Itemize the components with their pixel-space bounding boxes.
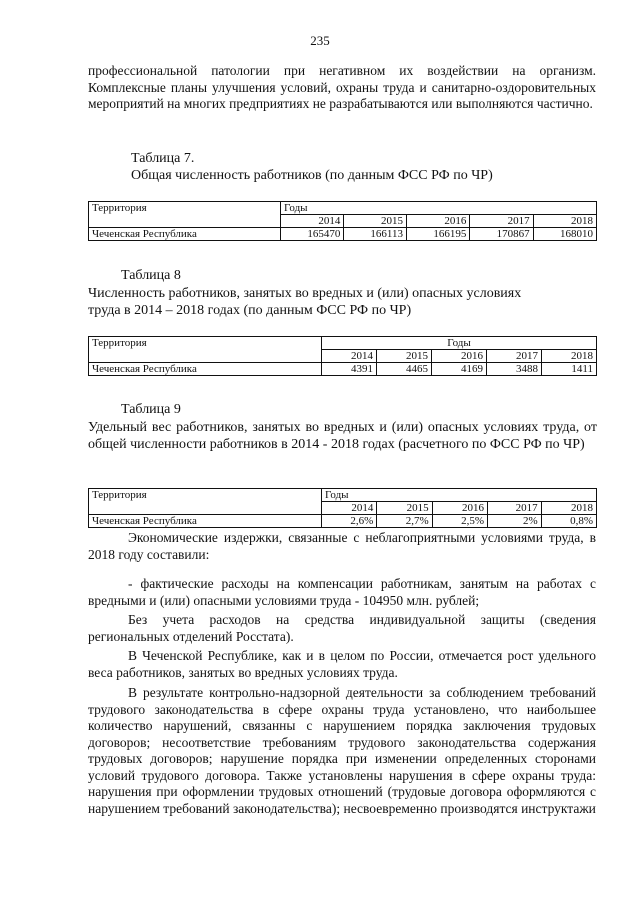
table8-title-line2: труда в 2014 – 2018 годах (по данным ФСС РФ по ЧР) (88, 303, 412, 318)
value-cell: 4391 (322, 363, 377, 376)
year-cell: 2015 (377, 502, 432, 515)
year-cell: 2014 (322, 350, 377, 363)
table-header-row (89, 337, 597, 350)
value-cell: 0,8% (541, 515, 596, 528)
table-row (89, 363, 597, 376)
year-cell: 2014 (281, 215, 344, 228)
intro-paragraph: профессиональной патологии при негативном их воздействии на организм. Комплексные планы улучшения условий, охраны труда и санитарно-оздоровительных мероприятий на многих предприятиях не разрабатываются или выполняются частично. (88, 63, 596, 111)
value-cell: 4465 (377, 363, 432, 376)
value-cell: 170867 (470, 228, 533, 241)
year-cell: 2018 (541, 502, 596, 515)
value-cell: 2% (487, 515, 541, 528)
value-cell: 166113 (344, 228, 407, 241)
actual-costs-paragraph: - фактические расходы на компенсации работникам, занятым на работах с вредными и (или) опасными условиями труда - 104950 млн. рублей; (88, 576, 596, 608)
territory-header: Территория (89, 202, 281, 228)
ppe-paragraph: Без учета расходов на средства индивидуальной защиты (сведения региональных отделений Росстата). (88, 612, 596, 644)
table-row (89, 228, 597, 241)
years-header: Годы (281, 202, 597, 215)
value-cell: 3488 (487, 363, 542, 376)
year-cell: 2015 (377, 350, 432, 363)
row-name-cell: Чеченская Республика (89, 228, 281, 241)
year-cell: 2016 (432, 502, 487, 515)
years-header: Годы (322, 337, 597, 350)
costs-paragraph: Экономические издержки, связанные с неблагоприятными условиями труда, в 2018 году составили: (88, 530, 596, 562)
year-cell: 2016 (432, 350, 487, 363)
value-cell: 1411 (542, 363, 597, 376)
table7-label: Таблица 7. (131, 151, 195, 166)
table8 (88, 336, 597, 376)
value-cell: 166195 (407, 228, 470, 241)
year-cell: 2017 (470, 215, 533, 228)
table7 (88, 201, 597, 241)
table9-title: Удельный вес работников, занятых во вредных и (или) опасных условиях труда, от общей численности работников в 2014 - 2018 годах (расчетного по ФСС РФ по ЧР) (88, 420, 597, 452)
growth-paragraph: В Чеченской Республике, как и в целом по России, отмечается рост удельного веса работников, занятых во вредных условиях труда. (88, 648, 596, 680)
value-cell: 2,5% (432, 515, 487, 528)
table7-title: Общая численность работников (по данным ФСС РФ по ЧР) (131, 168, 493, 183)
value-cell: 2,7% (377, 515, 432, 528)
control-paragraph: В результате контрольно-надзорной деятельности за соблюдением требований трудового законодательства в сфере охраны труда установлено, что наибольшее количество нарушений, связанны с нарушением порядка заключения трудовых договоров; несоответствие требованиям трудового законодательства содержания трудовых договоров; нарушение порядка при изменении определенных сторонами условий трудового договора. Также установлены нарушения в сфере охраны труда: нарушения при оформлении трудовых отношений (трудовые договора оформляются с нарушением требований законодательства); несвоевременно производятся инструктажи (88, 685, 596, 816)
value-cell: 4169 (432, 363, 487, 376)
table9-label: Таблица 9 (121, 402, 181, 417)
row-name-cell: Чеченская Республика (89, 363, 322, 376)
page-number: 235 (310, 33, 330, 48)
year-cell: 2017 (487, 502, 541, 515)
table8-label: Таблица 8 (121, 268, 181, 283)
year-cell: 2014 (322, 502, 377, 515)
value-cell: 165470 (281, 228, 344, 241)
year-cell: 2018 (542, 350, 597, 363)
value-cell: 168010 (533, 228, 596, 241)
table-header-row (89, 489, 597, 502)
table-header-row (89, 202, 597, 215)
year-cell: 2018 (533, 215, 596, 228)
table-row (89, 515, 597, 528)
year-cell: 2015 (344, 215, 407, 228)
table8-title-line1: Численность работников, занятых во вредных и (или) опасных условиях (88, 286, 522, 301)
year-cell: 2017 (487, 350, 542, 363)
year-cell: 2016 (407, 215, 470, 228)
row-name-cell: Чеченская Республика (89, 515, 322, 528)
value-cell: 2,6% (322, 515, 377, 528)
years-header: Годы (322, 489, 597, 502)
table9 (88, 488, 597, 528)
territory-header: Территория (89, 337, 322, 363)
territory-header: Территория (89, 489, 322, 515)
